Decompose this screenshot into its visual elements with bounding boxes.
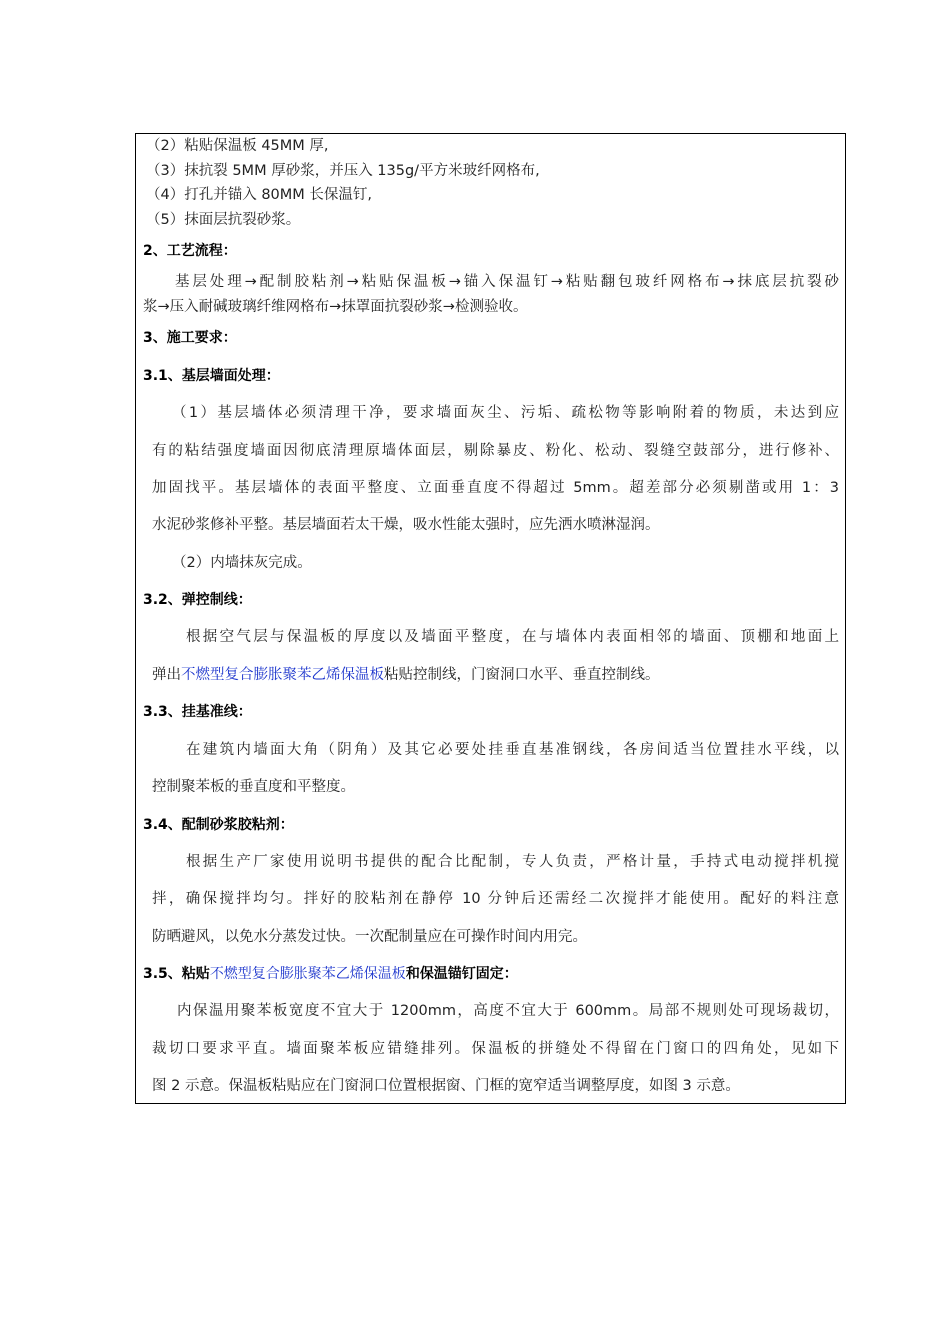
section-heading xyxy=(143,964,518,984)
paragraph-line: 基层处理→配制胶粘剂→粘贴保温板→锚入保温钉→粘贴翻包玻纤网格布→抹底层抗裂砂 xyxy=(175,274,839,290)
paragraph-line: 裁切口要求平直。墙面聚苯板应错缝排列。保温板的拼缝处不得留在门窗口的四角处，见如下 xyxy=(152,1041,839,1057)
section-heading: 3.2、弹控制线： xyxy=(143,592,252,608)
section-heading: 3.1、基层墙面处理： xyxy=(143,368,280,384)
section-heading: 3.3、挂基准线： xyxy=(143,704,252,720)
paragraph-line: 内保温用聚苯板宽度不宜大于 1200mm，高度不宜大于 600mm。局部不规则处可现场裁切， xyxy=(177,1003,839,1019)
paragraph-line: 加固找平。基层墙体的表面平整度、立面垂直度不得超过 5mm。超差部分必须剔凿或用 1：3 xyxy=(152,480,839,496)
paragraph-line: 拌，确保搅拌均匀。拌好的胶粘剂在静停 10 分钟后还需经二次搅拌才能使用。配好的料注意 xyxy=(152,891,839,907)
text-run: 粘贴控制线，门窗洞口水平、垂直控制线。 xyxy=(384,667,660,683)
text-run: 弹出 xyxy=(152,667,181,683)
section-heading: 3、施工要求： xyxy=(143,330,237,346)
paragraph-line: 根据空气层与保温板的厚度以及墙面平整度，在与墙体内表面相邻的墙面、顶棚和地面上 xyxy=(186,629,839,645)
paragraph-line: 有的粘结强度墙面因彻底清理原墙体面层，剔除暴皮、粉化、松动、裂缝空鼓部分，进行修补、 xyxy=(152,443,839,459)
section-heading: 2、工艺流程： xyxy=(143,243,237,259)
list-item: （3）抹抗裂 5MM 厚砂浆，并压入 135g/平方米玻纤网格布, xyxy=(146,163,540,179)
paragraph-line: 浆→压入耐碱玻璃纤维网格布→抹罩面抗裂砂浆→检测验收。 xyxy=(143,299,528,315)
paragraph-line xyxy=(152,665,660,685)
product-name-link: 不燃型复合膨胀聚苯乙烯保温板 xyxy=(181,667,384,683)
paragraph-line: 根据生产厂家使用说明书提供的配合比配制，专人负责，严格计量，手持式电动搅拌机搅 xyxy=(186,854,839,870)
paragraph-line: （2）内墙抹灰完成。 xyxy=(172,555,312,571)
paragraph-line: 控制聚苯板的垂直度和平整度。 xyxy=(152,779,355,795)
product-name-link: 不燃型复合膨胀聚苯乙烯保温板 xyxy=(209,966,406,982)
paragraph-line: （1）基层墙体必须清理干净，要求墙面灰尘、污垢、疏松物等影响附着的物质，未达到应 xyxy=(172,405,839,421)
list-item: （4）打孔并锚入 80MM 长保温钉, xyxy=(146,187,373,203)
list-item: （5）抹面层抗裂砂浆。 xyxy=(146,212,301,228)
paragraph-line: 水泥砂浆修补平整。基层墙面若太干燥，吸水性能太强时，应先洒水喷淋湿润。 xyxy=(152,517,660,533)
paragraph-line: 在建筑内墙面大角（阴角）及其它必要处挂垂直基准钢线，各房间适当位置挂水平线，以 xyxy=(186,742,839,758)
paragraph-line: 图 2 示意。保温板粘贴应在门窗洞口位置根据窗、门框的宽窄适当调整厚度，如图 3 示意。 xyxy=(152,1078,740,1094)
list-item: （2）粘贴保温板 45MM 厚, xyxy=(146,138,329,154)
text-run: 和保温锚钉固定： xyxy=(405,966,518,982)
text-run: 3.5、粘贴 xyxy=(143,966,210,982)
section-heading: 3.4、配制砂浆胶粘剂： xyxy=(143,817,294,833)
paragraph-line: 防晒避风，以免水分蒸发过快。一次配制量应在可操作时间内用完。 xyxy=(152,929,587,945)
